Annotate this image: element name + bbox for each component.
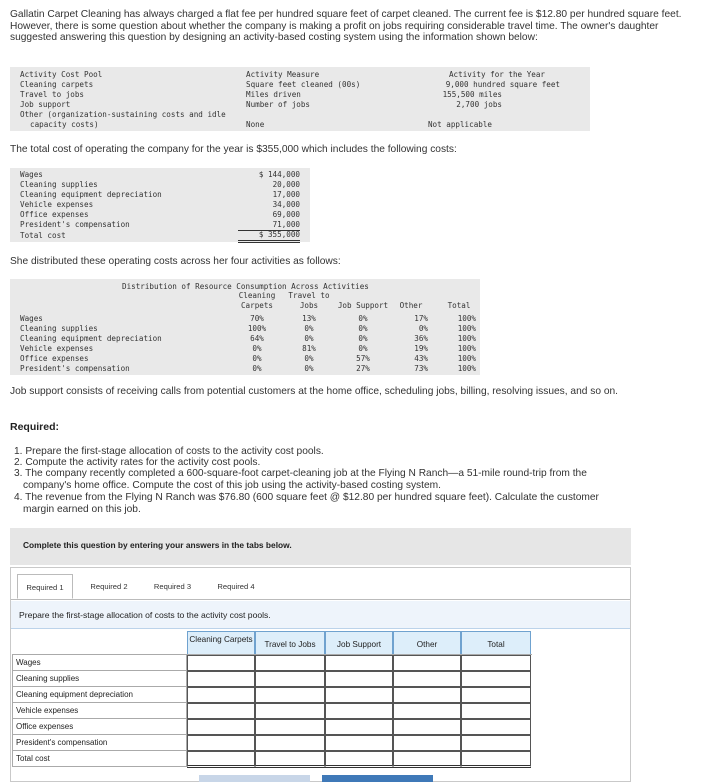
total-cost-value: $ 355,000	[238, 230, 300, 243]
answer-input[interactable]	[461, 719, 531, 735]
pool-name-cont: capacity costs)	[30, 120, 99, 129]
answer-row-label: Wages	[12, 655, 187, 671]
pool-measure: Number of jobs	[246, 100, 311, 109]
pool-name: Other (organization-sustaining costs and idle	[20, 110, 226, 119]
pool-header: Activity Cost Pool	[20, 70, 103, 79]
answer-col-total: Total	[461, 631, 531, 656]
dist-cell: 36%	[414, 334, 428, 343]
tab-divider	[11, 599, 630, 600]
next-button[interactable]	[322, 775, 433, 782]
cost-label: Cleaning equipment depreciation	[20, 190, 162, 199]
answer-row-label: Total cost	[12, 751, 187, 767]
cost-value: 17,000	[272, 190, 300, 199]
answer-input[interactable]	[461, 703, 531, 719]
pool-activity: 9,000 hundred square feet	[445, 80, 560, 89]
answer-input[interactable]	[255, 687, 325, 703]
measure-header: Activity Measure	[246, 70, 320, 79]
answer-input[interactable]	[461, 687, 531, 703]
total-cost-sentence: The total cost of operating the company for the year is $355,000 which includes the following costs:	[10, 144, 457, 155]
dist-cell: 0%	[252, 354, 262, 363]
dist-cell: 0%	[358, 344, 368, 353]
answer-col-travel-to-jobs: Travel to Jobs	[255, 631, 325, 656]
dist-row-label: Cleaning equipment depreciation	[20, 334, 162, 343]
answer-row-label: Cleaning equipment depreciation	[12, 687, 187, 703]
dist-cell: 73%	[414, 364, 428, 373]
dist-cell: 0%	[304, 364, 314, 373]
dist-cell: 100%	[457, 364, 476, 373]
answer-col-other: Other	[393, 631, 461, 656]
answer-row-label: President's compensation	[12, 735, 187, 751]
required-heading: Required:	[10, 421, 60, 433]
dist-cell: 0%	[304, 354, 314, 363]
answer-input[interactable]	[325, 719, 393, 735]
answer-input[interactable]	[255, 719, 325, 735]
dist-cell: 27%	[356, 364, 370, 373]
answer-input[interactable]	[187, 703, 255, 719]
col-top-travel: Travel to	[288, 291, 330, 300]
pool-measure: Square feet cleaned (00s)	[246, 80, 361, 89]
instructions-banner	[10, 528, 631, 565]
activity-header: Activity for the Year	[448, 70, 545, 79]
cost-label: President's compensation	[20, 220, 130, 229]
dist-cell: 0%	[252, 344, 262, 353]
dist-cell: 0%	[252, 364, 262, 373]
answer-input[interactable]	[187, 751, 255, 768]
answer-input[interactable]	[255, 735, 325, 751]
required-item-4: 4. The revenue from the Flying N Ranch was $76.80 (600 square feet @ $12.80 per hundred square feet). Calculate the customer margin earned on this job.	[14, 492, 599, 515]
required-item-1: 1. Prepare the first-stage allocation of costs to the activity cost pools.	[14, 446, 324, 457]
answer-col-job-support: Job Support	[325, 631, 393, 656]
total-cost-label: Total cost	[20, 231, 66, 240]
answer-input[interactable]	[187, 735, 255, 751]
intro-paragraph: Gallatin Carpet Cleaning has always charged a flat fee per hundred square feet of carpet cleaned. The current fee is $12.80 per hundred square feet. However, there is some question about whether the company is making a profit on jobs requiring considerable travel time. The owner's daughter suggested answering this question by designing an activity-based costing system using the information shown below:	[10, 9, 682, 44]
col-carpets: Carpets	[240, 301, 273, 310]
answer-input[interactable]	[325, 735, 393, 751]
dist-cell: 81%	[302, 344, 316, 353]
pool-activity: 2,700 jobs	[456, 100, 502, 109]
pool-activity: Not applicable	[427, 120, 492, 129]
cost-value: 71,000	[238, 220, 300, 231]
answer-input[interactable]	[255, 655, 325, 671]
answer-input[interactable]	[393, 671, 461, 687]
col-other: Other	[399, 301, 423, 310]
pool-name: Travel to jobs	[20, 90, 85, 99]
pool-activity: 155,500 miles	[442, 90, 502, 99]
dist-cell: 43%	[414, 354, 428, 363]
col-jobs: Jobs	[299, 301, 319, 310]
pool-name: Job support	[20, 100, 71, 109]
dist-cell: 0%	[358, 324, 368, 333]
activity-pool-table	[10, 67, 590, 131]
dist-cell: 57%	[356, 354, 370, 363]
pool-name: Cleaning carpets	[20, 80, 94, 89]
required-item-3: 3. The company recently completed a 600-square-foot carpet-cleaning job at the Flying N Ranch—a 51-mile round-trip from the company's home office. Compute the cost of this job using the activity-based costing system.	[14, 468, 587, 491]
tab-required-4[interactable]: Required 4	[208, 574, 264, 599]
answer-input[interactable]	[461, 655, 531, 671]
distribution-title: Distribution of Resource Consumption Across Activities	[122, 282, 369, 291]
tab-instruction-bar	[11, 601, 630, 629]
answer-input[interactable]	[393, 751, 461, 768]
tab-required-2[interactable]: Required 2	[82, 574, 136, 599]
cost-label: Cleaning supplies	[20, 180, 98, 189]
answer-input[interactable]	[187, 687, 255, 703]
answer-input[interactable]	[461, 735, 531, 751]
job-support-text: Job support consists of receiving calls from potential customers at the home office, scheduling jobs, billing, resolving issues, and so on.	[10, 386, 618, 397]
answer-input[interactable]	[393, 735, 461, 751]
answer-input[interactable]	[461, 751, 531, 768]
dist-cell: 0%	[304, 334, 314, 343]
answer-input[interactable]	[393, 655, 461, 671]
col-top-cleaning: Cleaning	[238, 291, 276, 300]
dist-cell: 13%	[302, 314, 316, 323]
cost-value: 34,000	[272, 200, 300, 209]
answer-input[interactable]	[393, 687, 461, 703]
dist-cell: 100%	[457, 354, 476, 363]
pool-measure: None	[246, 120, 265, 129]
dist-cell: 64%	[250, 334, 264, 343]
answer-input[interactable]	[393, 719, 461, 735]
answer-col-cleaning-carpets: Cleaning Carpets	[187, 631, 255, 656]
dist-cell: 19%	[414, 344, 428, 353]
answer-row-label: Office expenses	[12, 719, 187, 735]
answer-row-label: Vehicle expenses	[12, 703, 187, 719]
answer-input[interactable]	[325, 703, 393, 719]
dist-cell: 100%	[457, 344, 476, 353]
answer-input[interactable]	[255, 703, 325, 719]
tab-instruction: Prepare the first-stage allocation of costs to the activity cost pools.	[19, 610, 271, 620]
prev-button[interactable]	[199, 775, 310, 782]
distributed-sentence: She distributed these operating costs across her four activities as follows:	[10, 256, 341, 267]
answer-input[interactable]	[325, 655, 393, 671]
dist-cell: 17%	[414, 314, 428, 323]
answer-input[interactable]	[325, 687, 393, 703]
cost-label: Wages	[20, 170, 43, 179]
col-total: Total	[447, 301, 471, 310]
cost-label: Vehicle expenses	[20, 200, 94, 209]
answer-input[interactable]	[255, 671, 325, 687]
answer-input[interactable]	[393, 703, 461, 719]
required-item-2: 2. Compute the activity rates for the activity cost pools.	[14, 457, 261, 468]
dist-row-label: Vehicle expenses	[20, 344, 94, 353]
dist-cell: 100%	[457, 334, 476, 343]
dist-cell: 0%	[304, 324, 314, 333]
dist-cell: 70%	[250, 314, 264, 323]
dist-cell: 0%	[358, 334, 368, 343]
cost-value: 69,000	[272, 210, 300, 219]
cost-value: $ 144,000	[258, 170, 300, 179]
dist-cell: 100%	[457, 314, 476, 323]
dist-cell: 100%	[247, 324, 267, 333]
pool-measure: Miles driven	[246, 90, 301, 99]
dist-row-label: Wages	[20, 314, 43, 323]
answer-input[interactable]	[325, 751, 393, 768]
tab-required-3[interactable]: Required 3	[145, 574, 200, 599]
instructions-text: Complete this question by entering your answers in the tabs below.	[23, 540, 292, 550]
dist-row-label: Office expenses	[20, 354, 89, 363]
dist-cell: 0%	[358, 314, 368, 323]
answer-row-label: Cleaning supplies	[12, 671, 187, 687]
dist-cell: 100%	[457, 324, 476, 333]
tab-required-1[interactable]: Required 1	[17, 574, 73, 599]
cost-table	[10, 168, 310, 242]
answer-input[interactable]	[187, 671, 255, 687]
cost-value: 20,000	[272, 180, 300, 189]
col-job-support: Job Support	[337, 301, 389, 310]
answer-input[interactable]	[187, 719, 255, 735]
answer-input[interactable]	[187, 655, 255, 671]
dist-row-label: Cleaning supplies	[20, 324, 98, 333]
dist-cell: 0%	[418, 324, 428, 333]
answer-input[interactable]	[461, 671, 531, 687]
answer-input[interactable]	[325, 671, 393, 687]
cost-label: Office expenses	[20, 210, 89, 219]
dist-row-label: President's compensation	[20, 364, 130, 373]
answer-input[interactable]	[255, 751, 325, 768]
